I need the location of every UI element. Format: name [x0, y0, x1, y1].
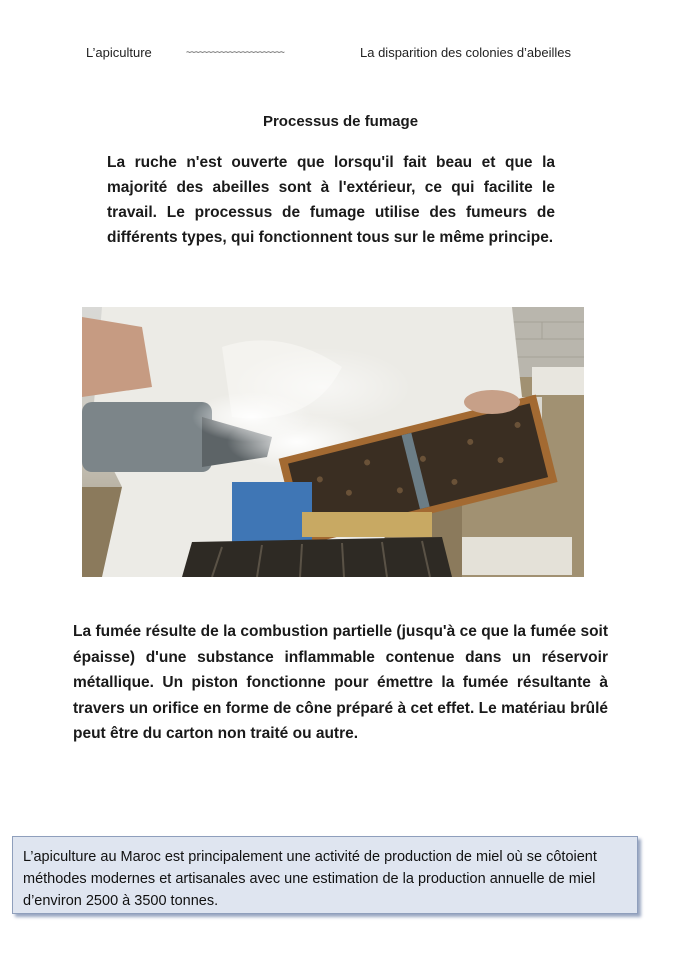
info-note-box: L’apiculture au Maroc est principalement une activité de production de miel où se côtoient méthodes modernes et artisanales avec une estimation de la production annuelle de miel d’environ 2500 à 3500 tonnes.	[12, 836, 638, 914]
header-separator: ~~~~~~~~~~~~~~~~~~~~~~~	[186, 47, 284, 57]
beekeeper-smoking-hive-photo	[82, 307, 584, 577]
photo-illustration	[82, 307, 584, 577]
paragraph-smoke-explanation: La fumée résulte de la combustion partielle (jusqu'à ce que la fumée soit épaisse) d'une substance inflammable contenue dans un réservoir métallique. Un piston fonctionne pour émettre la fumée résultante à travers un orifice en forme de cône préparé à cet effet. Le matériau brûlé peut être du carton non traité ou autre.	[73, 623, 608, 742]
page-header	[0, 45, 681, 65]
header-right-title: La disparition des colonies d’abeilles	[360, 45, 572, 60]
section-title: Processus de fumage	[262, 113, 419, 130]
paragraph-intro: La ruche n'est ouverte que lorsqu'il fait beau et que la majorité des abeilles sont à l'extérieur, ce qui facilite le travail. Le processus de fumage utilise des fumeurs de différents types, qui fonctionnent tous sur le même principe.	[107, 154, 555, 246]
header-left-title: L’apiculture	[86, 45, 152, 60]
